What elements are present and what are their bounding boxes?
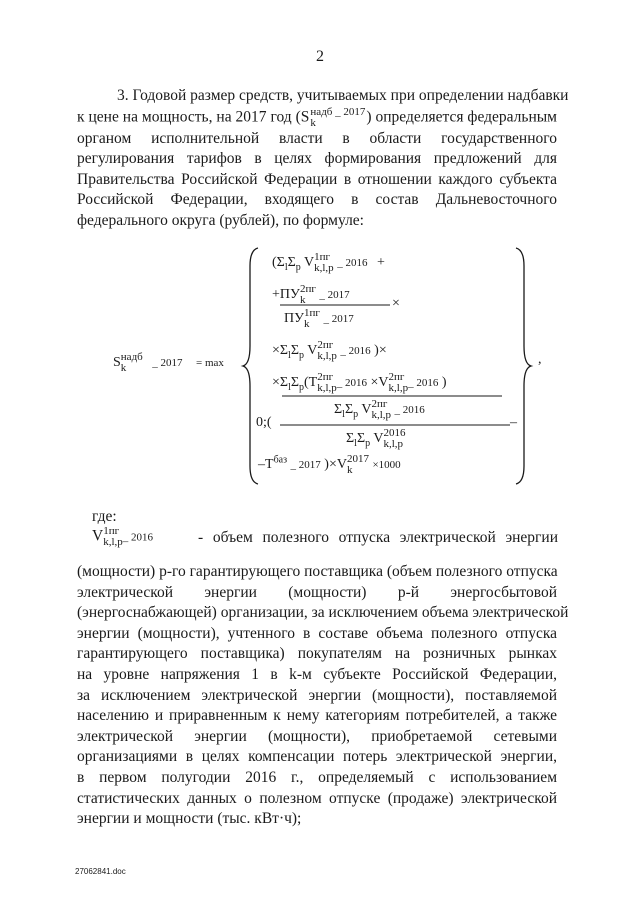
definition-body: [77, 562, 569, 830]
intro-line-5: Правительства Российской Федерации в отношении каждого субъекта: [77, 170, 557, 188]
where-label: где:: [92, 508, 117, 525]
intro-line-2: к цене на мощность, на 2017 год (S надб _ 2017 k ) определяется федеральным: [77, 105, 557, 129]
definition-line: (мощности) p-го гарантирующего поставщика (объем полезного отпуска: [77, 563, 558, 580]
fraction-bar-main: [280, 424, 510, 426]
formula-lhs: S надб k _ 2017 = max: [113, 351, 224, 374]
left-brace-icon: [240, 246, 262, 486]
formula-row-5: $\Sigma_l\Sigma_p$ V 2016 k,l,p: [346, 427, 406, 450]
definition-line: энергии и мощности (тыс. кВт·ч);: [77, 810, 302, 828]
formula-row-4-numerator: $\times\Sigma_l\Sigma_p(T$ 2пг k,l,p _ 2016 ×V 2пг k,l,p _ 2016 ): [272, 371, 447, 394]
intro-line-3: органом исполнительной власти в области государственного: [77, 129, 557, 147]
fraction-bar-t: [282, 395, 502, 397]
formula-row-2-times: ×: [392, 296, 400, 311]
definition-line: (энергоснабжающей) организации, за исключением объема электрической: [77, 604, 569, 622]
definition-line: на уровне напряжения 1 в k-м субъекте Российской Федерации,: [77, 665, 557, 683]
intro-line-6: Российской Федерации, входящего в состав Дальневосточного: [77, 191, 557, 209]
intro-line-1: 3. Годовой размер средств, учитываемых при определении надбавки: [117, 87, 569, 104]
definition-line: организациями в целях компенсации потерь электрической энергии,: [77, 748, 557, 766]
page-number: 2: [316, 48, 324, 65]
intro-line-7: федерального округа (рублей), по формуле:: [77, 211, 364, 229]
formula-row-2-numerator: +ПУ 2пг k _ 2017: [272, 283, 350, 306]
formula-zero: 0;(: [256, 415, 272, 430]
formula-row-2-denominator: ПУ 1пг k _ 2017: [284, 307, 354, 330]
definition-line: населению и приравненным к нему категориям потребителей, а также: [77, 707, 557, 725]
definition-first-line: - объем полезного отпуска электрической энергии: [198, 529, 558, 546]
definition-line: гарантирующего поставщика) покупателям на розничных рынках: [77, 645, 557, 663]
intro-paragraph: [77, 86, 569, 232]
fraction-bar-pu: [280, 304, 390, 306]
definition-line: за исключением электрической энергии (мощности), поставляемой: [77, 686, 557, 704]
definition-line: электрической энергии (мощности) p-й энергосбытовой: [77, 583, 557, 601]
definition-line: статистических данных о полезном отпуске (продаже) электрической: [77, 789, 557, 807]
formula-dash: –: [510, 415, 517, 430]
formula-row-3: $\times\Sigma_l\Sigma_p$ V 2пг k,l,p _ 2016 )×: [272, 339, 387, 362]
definition-line: энергии (мощности), учтенного в составе объема полезного отпуска: [77, 624, 557, 642]
definition-line: в первом полугодии 2016 г., определяемый с использованием: [77, 768, 557, 786]
definition-variable: V 1пг k,l,p _ 2016: [92, 525, 154, 548]
intro-line-4: регулирования тарифов в целях формирования предложений для: [77, 150, 557, 168]
file-name: 27062841.doc: [75, 867, 126, 876]
definition-line: электрической энергии (мощности), приобретаемой сетевыми: [77, 727, 557, 745]
formula-row-4-denominator: $\Sigma_l\Sigma_p$ V 2пг k,l,p _ 2016: [334, 398, 425, 421]
right-brace-icon: [512, 246, 534, 486]
formula-trailing-comma: ,: [538, 352, 542, 367]
formula-row-1: ($\Sigma_l\Sigma_p$ V 1пг k,l,p _ 2016 +: [272, 251, 385, 274]
formula-row-6: $-T^{баз}$ _ 2017 )×V 2017 k ×1000: [258, 453, 401, 476]
